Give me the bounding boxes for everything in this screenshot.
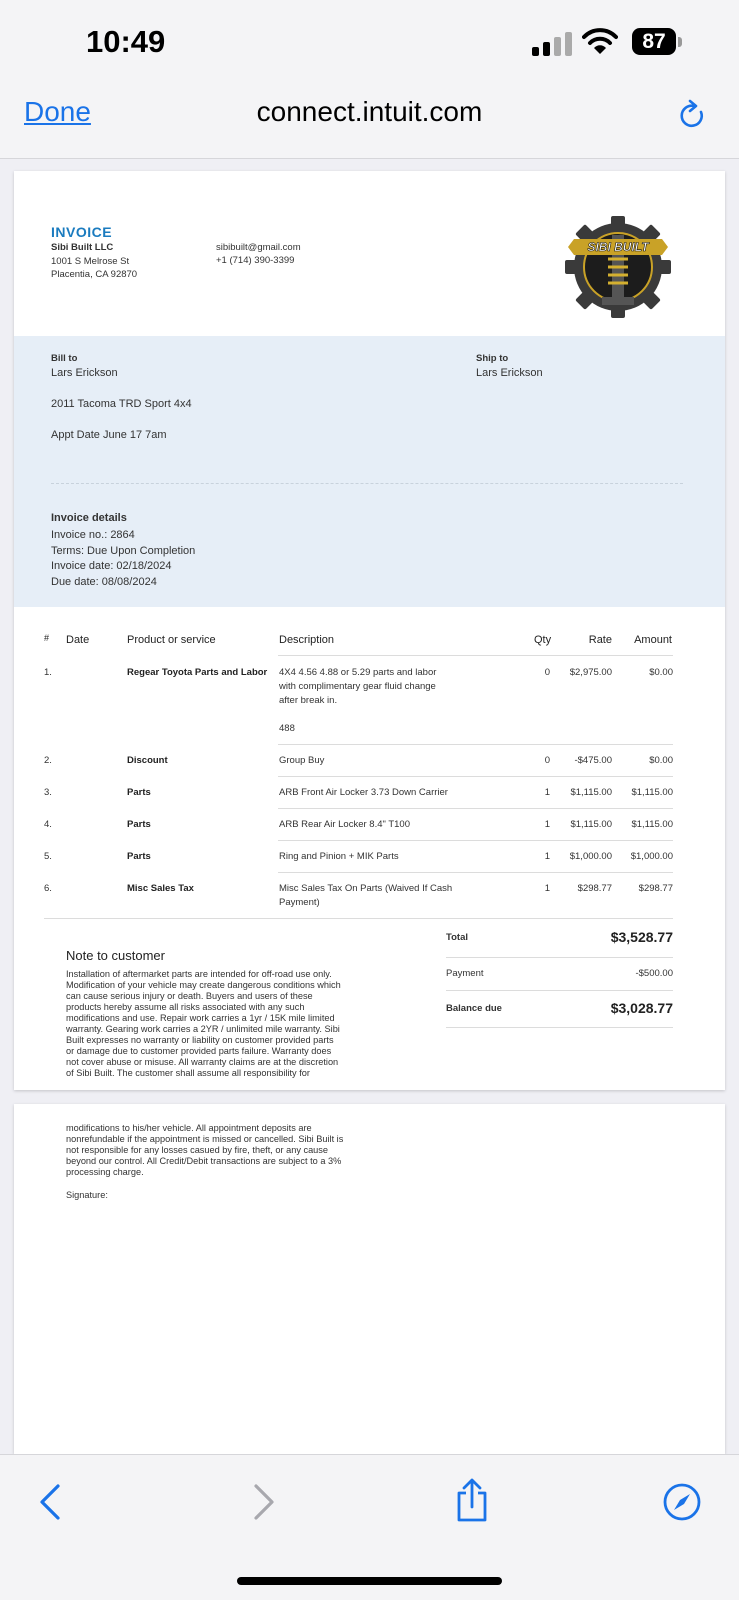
row-4-amount: $1,115.00	[631, 819, 673, 830]
row-divider	[278, 776, 673, 777]
note-line: processing charge.	[66, 1167, 144, 1177]
note-title: Note to customer	[66, 948, 165, 963]
row-divider	[278, 655, 673, 656]
row-3-num: 3.	[44, 787, 52, 798]
col-qty-header: Qty	[534, 634, 552, 646]
row-2-rate: -$475.00	[574, 755, 612, 766]
row-divider	[278, 744, 673, 745]
row-divider	[278, 808, 673, 809]
battery-tip	[678, 37, 682, 47]
invoice-title: INVOICE	[51, 224, 113, 240]
col-num-header: #	[44, 633, 50, 643]
row-2-amount: $0.00	[649, 755, 673, 766]
row-4-num: 4.	[44, 819, 52, 830]
invoice-number: Invoice no.: 2864	[51, 529, 135, 541]
url-label[interactable]: connect.intuit.com	[256, 96, 483, 127]
row-5-qty: 1	[544, 851, 550, 862]
note-line: can cause serious injury or death. Buyers and users of these	[66, 991, 313, 1001]
logo-text: SIBI BUILT	[587, 240, 649, 254]
row-6-product: Misc Sales Tax	[127, 883, 194, 894]
company-name: Sibi Built LLC	[51, 242, 114, 253]
share-icon[interactable]	[454, 1477, 490, 1523]
row-2-num: 2.	[44, 755, 52, 766]
note-line: not responsible for any losses casued by fire, theft, or any cause	[66, 1145, 328, 1155]
row-2-desc: Group Buy	[279, 755, 325, 766]
note-text-page-1	[66, 969, 366, 1079]
appointment-date: Appt Date June 17 7am	[51, 429, 167, 441]
bill-to-name: Lars Erickson	[51, 367, 118, 379]
status-time: 10:49	[86, 24, 166, 59]
row-5-amount: $1,000.00	[630, 851, 673, 862]
note-line: modifications and use. Repair work carries a 1yr / 15K mile limited	[66, 1013, 335, 1023]
ship-to-name: Lars Erickson	[476, 367, 543, 379]
done-button[interactable]: Done	[24, 96, 91, 127]
invoice-terms: Terms: Due Upon Completion	[51, 545, 196, 557]
row-4-rate: $1,115.00	[570, 819, 612, 830]
row-6-amount: $298.77	[638, 883, 673, 894]
note-line: nonrefundable if the appointment is missed or cancelled. Sibi Built is	[66, 1134, 344, 1144]
row-3-qty: 1	[544, 787, 550, 798]
reload-icon[interactable]	[677, 98, 707, 132]
home-indicator[interactable]	[237, 1577, 502, 1585]
row-4-desc: ARB Rear Air Locker 8.4" T100	[279, 819, 410, 830]
col-rate-header: Rate	[588, 634, 612, 646]
row-5-rate: $1,000.00	[569, 851, 612, 862]
row-divider	[278, 840, 673, 841]
row-6-qty: 1	[544, 883, 550, 894]
balance-due-label: Balance due	[446, 1003, 502, 1014]
row-1-product: Regear Toyota Parts and Labor	[127, 667, 268, 678]
note-line: warranty. Gearing work carries a 2YR / unlimited mile warranty. Sibi	[66, 1024, 340, 1034]
row-1-amount: $0.00	[649, 667, 673, 678]
row-1-desc-line-1: 4X4 4.56 4.88 or 5.29 parts and labor	[279, 667, 437, 678]
signature-label: Signature:	[66, 1190, 108, 1200]
company-phone: +1 (714) 390-3399	[216, 255, 295, 266]
row-1-desc-line-2: with complimentary gear fluid change	[279, 681, 436, 692]
note-line: not cover abuse or misuse. All warranty claims are at the discretion	[66, 1057, 339, 1067]
ship-to-label: Ship to	[476, 353, 509, 364]
cellular-signal-icon	[532, 32, 574, 56]
row-6-rate: $298.77	[577, 883, 612, 894]
col-amount-header: Amount	[634, 634, 672, 646]
row-5-product: Parts	[127, 851, 151, 862]
row-2-qty: 0	[544, 755, 550, 766]
row-divider	[278, 872, 673, 873]
row-3-amount: $1,115.00	[631, 787, 673, 798]
row-2-product: Discount	[127, 755, 168, 766]
row-6-desc-line-1: Misc Sales Tax On Parts (Waived If Cash	[279, 883, 453, 894]
row-6-desc-line-2: Payment)	[279, 897, 320, 908]
note-line: Built expresses no warranty or liability on customer provided parts	[66, 1035, 334, 1045]
balance-due-value: $3,028.77	[610, 1000, 673, 1016]
battery-indicator: 87	[632, 28, 676, 55]
back-icon[interactable]	[36, 1482, 64, 1522]
row-1-desc-line-4: 488	[279, 723, 295, 734]
row-6-num: 6.	[44, 883, 52, 894]
totals-divider	[446, 990, 673, 991]
bill-to-label: Bill to	[51, 353, 78, 364]
row-1-rate: $2,975.00	[569, 667, 612, 678]
wifi-icon	[582, 28, 618, 56]
note-line: or damage due to customer provided parts failure. Warranty does	[66, 1046, 332, 1056]
forward-icon[interactable]	[250, 1482, 278, 1522]
payment-label: Payment	[446, 968, 484, 979]
col-date-header: Date	[66, 634, 90, 646]
compass-icon[interactable]	[662, 1482, 702, 1522]
row-5-num: 5.	[44, 851, 52, 862]
row-3-product: Parts	[127, 787, 151, 798]
note-line: of Sibi Built. The customer shall assume all responsibility for	[66, 1068, 310, 1078]
table-bottom-divider	[44, 918, 673, 919]
totals-divider	[446, 1027, 673, 1028]
company-address-2: Placentia, CA 92870	[51, 269, 138, 280]
note-line: modifications to his/her vehicle. All appointment deposits are	[66, 1123, 312, 1133]
company-address-1: 1001 S Melrose St	[51, 256, 130, 267]
invoice-date: Invoice date: 02/18/2024	[51, 560, 172, 572]
sibi-built-logo	[562, 213, 674, 320]
invoice-details-heading: Invoice details	[51, 512, 127, 524]
row-5-desc: Ring and Pinion + MIK Parts	[279, 851, 399, 862]
note-text-page-2	[66, 1123, 366, 1178]
col-description-header: Description	[279, 634, 335, 646]
due-date: Due date: 08/08/2024	[51, 576, 157, 588]
total-label: Total	[446, 932, 468, 943]
row-3-rate: $1,115.00	[570, 787, 612, 798]
row-1-desc-line-3: after break in.	[279, 695, 338, 706]
note-line: Installation of aftermarket parts are intended for off-road use only.	[66, 969, 332, 979]
row-4-qty: 1	[544, 819, 550, 830]
vehicle: 2011 Tacoma TRD Sport 4x4	[51, 398, 192, 410]
row-3-desc: ARB Front Air Locker 3.73 Down Carrier	[279, 787, 448, 798]
note-line: Modification of your vehicle may create dangerous conditions which	[66, 980, 341, 990]
totals-divider	[446, 957, 673, 958]
divider	[51, 483, 683, 484]
col-product-header: Product or service	[127, 634, 216, 646]
row-1-num: 1.	[44, 667, 52, 678]
total-value: $3,528.77	[610, 929, 673, 945]
note-line: products hereby assume all risks associated with any such	[66, 1002, 305, 1012]
payment-value: -$500.00	[635, 968, 673, 979]
note-line: beyond our control. All Credit/Debit transactions are subject to a 3%	[66, 1156, 342, 1166]
company-email: sibibuilt@gmail.com	[216, 242, 301, 253]
row-4-product: Parts	[127, 819, 151, 830]
row-1-qty: 0	[544, 667, 550, 678]
